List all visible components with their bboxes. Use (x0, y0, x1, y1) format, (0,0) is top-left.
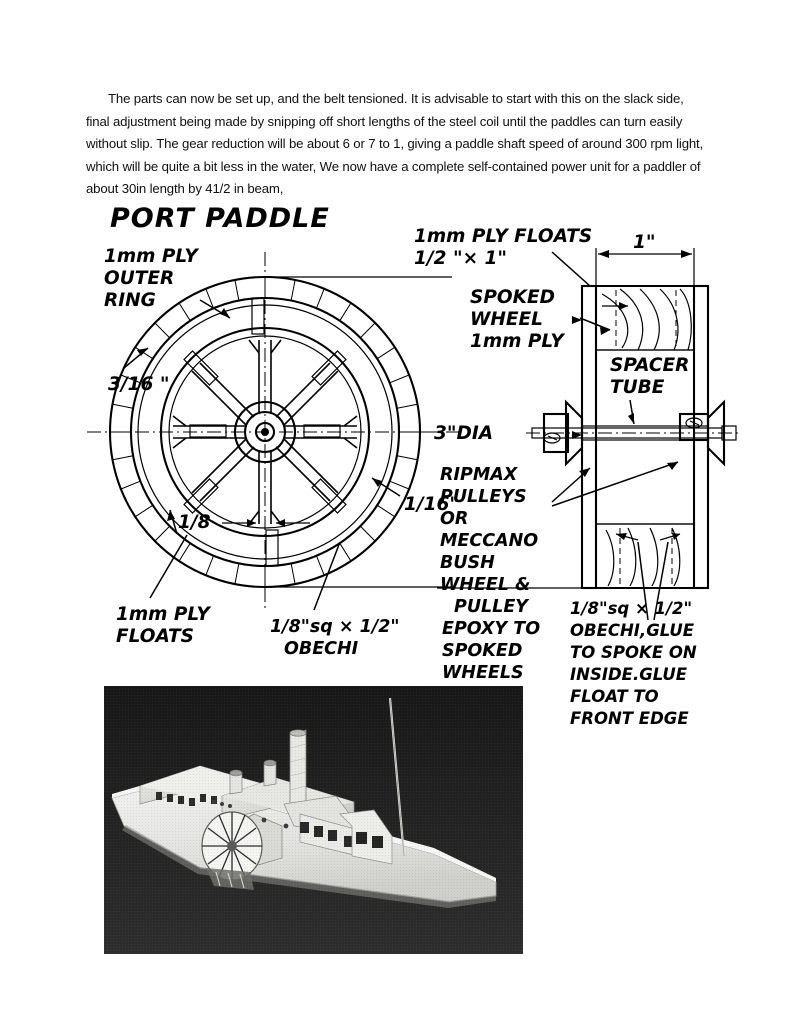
photo-grain-overlay (104, 686, 523, 954)
label-outer-ring-line1: 1mm PLY (104, 246, 198, 267)
label-ply-floats-line2: 1/2 "× 1" (414, 248, 508, 269)
hub-center-dot (261, 428, 269, 436)
label-floats-left-line1: 1mm PLY (116, 604, 210, 625)
label-obechi-right-line3: TO SPOKE ON (570, 643, 697, 662)
dimension-1-inch (596, 232, 694, 286)
label-ply-floats-line1: 1mm PLY FLOATS (414, 226, 593, 247)
paddle-steamer-photo-svg (104, 686, 523, 954)
leader-obechi-left (314, 542, 340, 610)
label-pulleys-line6: WHEEL & (440, 575, 531, 595)
label-spacer-tube-line1: SPACER (610, 355, 690, 376)
label-spoked-wheel-line2: WHEEL (470, 309, 543, 330)
label-dia-3: 3"DIA (434, 423, 494, 444)
label-obechi-right-line4: INSIDE.GLUE (570, 665, 688, 684)
label-obechi-left-line1: 1/8"sq × 1/2" (270, 617, 400, 637)
label-outer-ring-line3: RING (104, 290, 156, 311)
model-boat-photograph (104, 686, 523, 954)
label-pulleys-line2: PULLEYS (440, 487, 527, 507)
label-spacer-tube-line2: TUBE (610, 377, 665, 398)
top-float-block (596, 286, 694, 350)
label-dim-3-16: 3/16 " (108, 374, 170, 395)
label-obechi-right-line1: 1/8"sq × 1/2" (570, 599, 693, 618)
label-dim-1-16: 1/16" (404, 494, 460, 515)
leader-ply-floats (552, 252, 590, 286)
label-pulleys-line4: MECCANO (440, 531, 539, 551)
bottom-float-arrows (616, 533, 680, 540)
label-pulleys-line10: WHEELS (442, 663, 524, 683)
left-ply-wheel-plate (582, 286, 596, 588)
label-spoked-wheel-line3: 1mm PLY (470, 331, 564, 352)
leader-to-right-pulley (552, 462, 678, 506)
paddle-section-view (526, 232, 742, 620)
leader-arrow-outer-ring (220, 308, 230, 318)
article-paragraph: The parts can now be set up, and the belt tensioned. It is advisable to start with this on the slack side, final adjustment being made by snipping off short lengths of the steel coil until the paddles can turn easily without slip. The gear reduction will be about 6 or 7 to 1, giving a paddle shaft speed of around 300 rpm light, which will be quite a bit less in the water, We now have a complete self-contained power unit for a paddler of about 30in length by 41/2 in beam, (86, 91, 704, 197)
label-floats-left-line2: FLOATS (116, 626, 194, 647)
leader-arrow-spacer-tube (628, 413, 634, 424)
label-outer-ring-line2: OUTER (104, 268, 175, 289)
label-pulleys-line7: PULLEY (454, 597, 528, 617)
technical-drawing-figure (82, 190, 742, 750)
label-obechi-right-line5: FLOAT TO (570, 687, 659, 706)
top-float-grain (602, 289, 691, 350)
right-ply-wheel-plate (694, 286, 708, 588)
right-label-group (570, 599, 697, 728)
label-obechi-right-line2: OBECHI,GLUE (570, 621, 695, 640)
label-pulleys-line9: SPOKED (442, 641, 523, 661)
figure-title: PORT PADDLE (110, 203, 330, 234)
label-spoked-wheel-line1: SPOKED (470, 287, 555, 308)
paddle-wheel-drawing-svg (82, 190, 742, 750)
shaft-and-spacer-tube (526, 426, 742, 440)
label-obechi-right-line6: FRONT EDGE (570, 709, 689, 728)
section-edge-ticks (572, 316, 582, 439)
label-pulleys-line8: EPOXY TO (442, 619, 541, 639)
dimension-arrows-1-8 (222, 519, 310, 527)
label-pulleys-line1: RIPMAX (440, 465, 518, 485)
label-pulleys-line3: OR (440, 509, 469, 529)
label-dim-1-inch: 1" (633, 232, 656, 253)
label-dim-1-8: 1/8 (178, 512, 211, 533)
label-obechi-left-line2: OBECHI (284, 639, 359, 659)
label-pulleys-line5: BUSH (440, 553, 495, 573)
leader-floats-left (150, 535, 187, 598)
